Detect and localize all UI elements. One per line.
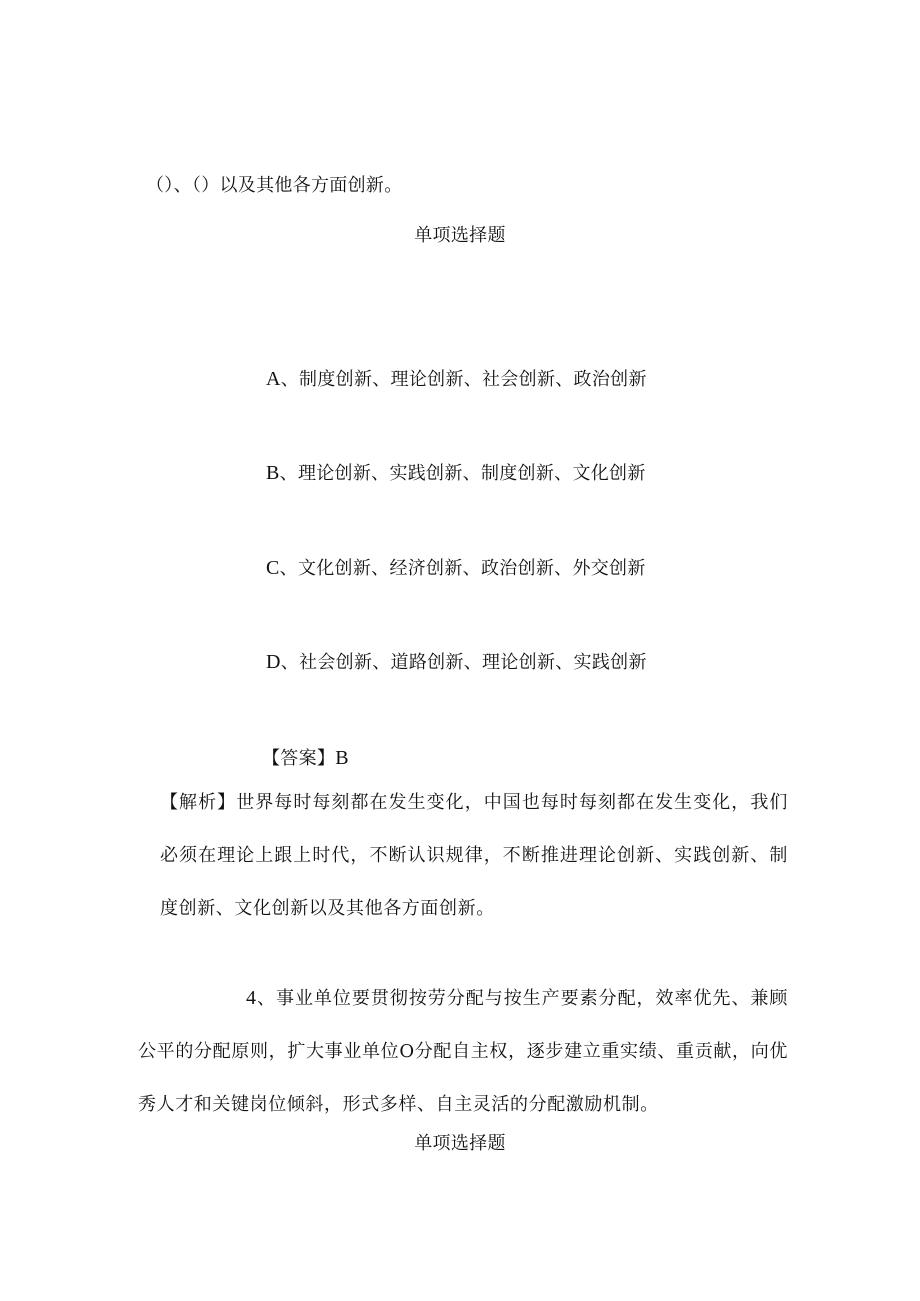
option-d: [266, 650, 647, 675]
analysis-paragraph: [160, 776, 788, 935]
option-b: [266, 461, 646, 486]
question-text: 、事业单位要贯彻按劳分配与按生产要素分配，效率优先、兼顾公平的分配原则，扩大事业单位O分配自主权，逐步建立重实绩、重贡献，向优秀人才和关键岗位倾斜，形式多样、自主灵活的分配激励机制。: [138, 988, 788, 1115]
option-text: 、文化创新、经济创新、政治创新、外交创新: [279, 558, 646, 579]
option-text: 、制度创新、理论创新、社会创新、政治创新: [280, 369, 647, 390]
question-number: 4: [246, 987, 257, 1009]
question-type-label: 单项选择题: [414, 225, 506, 246]
question-type-label-2: 单项选择题: [414, 1133, 506, 1154]
option-text: 、社会创新、道路创新、理论创新、实践创新: [280, 652, 647, 673]
option-text: 、理论创新、实践创新、制度创新、文化创新: [279, 463, 646, 484]
question-tail: （）、（）以及其他各方面创新。: [146, 175, 403, 196]
analysis-text: 世界每时每刻都在发生变化，中国也每时每刻都在发生变化，我们必须在理论上跟上时代，不断认识规律，不断推进理论创新、实践创新、制度创新、文化创新以及其他各方面创新。: [160, 792, 788, 919]
answer-value: B: [335, 747, 349, 769]
analysis-label: 【解析】: [160, 792, 237, 813]
question-4-paragraph: [138, 972, 788, 1131]
option-letter: B: [266, 462, 280, 484]
option-c: [266, 556, 646, 581]
answer-line: [262, 746, 349, 771]
option-letter: A: [266, 368, 281, 390]
option-a: [266, 367, 647, 392]
answer-label: 【答案】: [262, 748, 336, 769]
option-letter: D: [266, 651, 281, 673]
option-letter: C: [266, 557, 280, 579]
